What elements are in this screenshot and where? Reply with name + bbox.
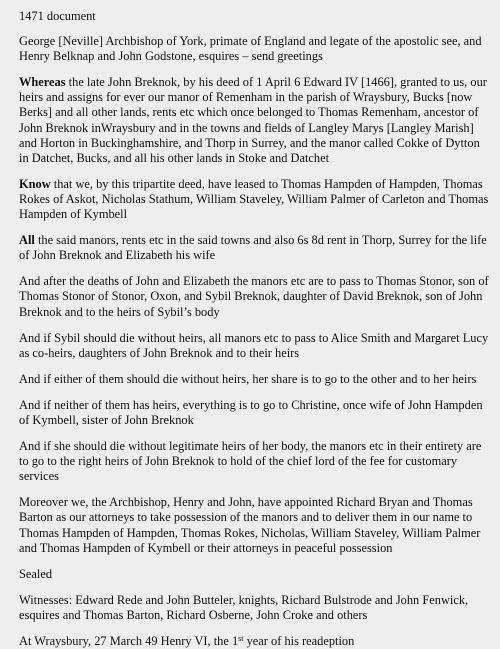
dating-clause-text: At Wraysbury, 27 March 49 Henry VI, the 1	[19, 634, 239, 648]
document-paragraph	[19, 398, 490, 428]
dating-clause	[19, 634, 490, 649]
paragraph-text: that we, by this tripartite deed, have leased to Thomas Hampden of Hampden, Thomas Rokes of Askot, Nicholas Stathum, William Staveley, William Palmer of Carleton and Thomas Hampden of Kymbell	[19, 176, 489, 222]
document-paragraph	[19, 34, 490, 64]
paragraph-lead-word: Know	[19, 176, 51, 191]
paragraph-text: Sealed	[19, 566, 53, 581]
document-paragraph	[19, 439, 490, 484]
document-paragraph	[19, 233, 490, 263]
paragraph-text: the said manors, rents etc in the said towns and also 6s 8d rent in Thorp, Surrey for the life of John Breknok and Elizabeth his wife	[19, 233, 487, 263]
paragraph-text: George [Neville] Archbishop of York, primate of England and legate of the apostolic see, and Henry Belknap and John Godstone, esquires – send greetings	[19, 34, 482, 64]
document-paragraph	[19, 372, 490, 387]
paragraph-lead-word: All	[19, 233, 35, 248]
document-paragraph	[19, 593, 490, 623]
document-paragraph	[19, 274, 490, 319]
paragraph-text: Moreover we, the Archbishop, Henry and John, have appointed Richard Bryan and Thomas Barton as our attorneys to take possession of the manors and to deliver them in our name to Thomas Hampden of Hampden, Thomas Rokes, Nicholas, William Staveley, William Palmer and Thomas Hampden of Kymbell or their attorneys in peaceful possession	[19, 495, 481, 555]
document-heading: 1471 document	[19, 9, 96, 23]
paragraph-text: And if Sybil should die without heirs, all manors etc to pass to Alice Smith and Margaret Lucy as co-heirs, daughters of John Breknok and to their heirs	[19, 330, 489, 360]
document-paragraph	[19, 567, 490, 582]
document-paragraph	[19, 177, 490, 222]
paragraph-text: the late John Breknok, by his deed of 1 April 6 Edward IV [1466], granted to us, our heirs and assigns for ever our manor of Remenham in the parish of Wraysbury, Bucks [now Berks] and all other lands, rents etc which once belonged to Thomas Remenham, ancestor of John Breknok inWraysbury and in the towns and fields of Langley Marys [Langley Marish] and Horton in Buckinghamshire, and Thorp in Surrey, and the manor called Cokke of Dytton in Datchet, Bucks, and all his other lands in Stoke and Datchet	[19, 75, 487, 165]
dating-clause-end: year of his readeption	[243, 634, 355, 648]
document-body	[19, 34, 490, 623]
document-paragraph	[19, 331, 490, 361]
paragraph-lead-word: Whereas	[19, 75, 66, 90]
paragraph-text: And after the deaths of John and Elizabeth the manors etc are to pass to Thomas Stonor, son of Thomas Stonor of Stonor, Oxon, and Sybil Breknok, daughter of David Breknok, son of John Breknok and to the heirs of Sybil’s body	[19, 274, 489, 319]
paragraph-text: And if either of them should die without heirs, her share is to go to the other and to her heirs	[19, 371, 477, 386]
document-paragraph	[19, 75, 490, 166]
document-paragraph	[19, 495, 490, 555]
paragraph-text: And if neither of them has heirs, everything is to go to Christine, once wife of John Hampden of Kymbell, sister of John Breknok	[19, 397, 483, 427]
ordinal-suffix: st	[238, 634, 244, 643]
paragraph-text: And if she should die without legitimate heirs of her body, the manors etc in their entirety are to go to the right heirs of John Breknok to hold of the chief lord of the fee for customary services	[19, 439, 482, 484]
paragraph-text: Witnesses: Edward Rede and John Butteler, knights, Richard Bulstrode and John Fenwick, esquires and Thomas Barton, Richard Osberne, John Croke and others	[19, 592, 469, 622]
